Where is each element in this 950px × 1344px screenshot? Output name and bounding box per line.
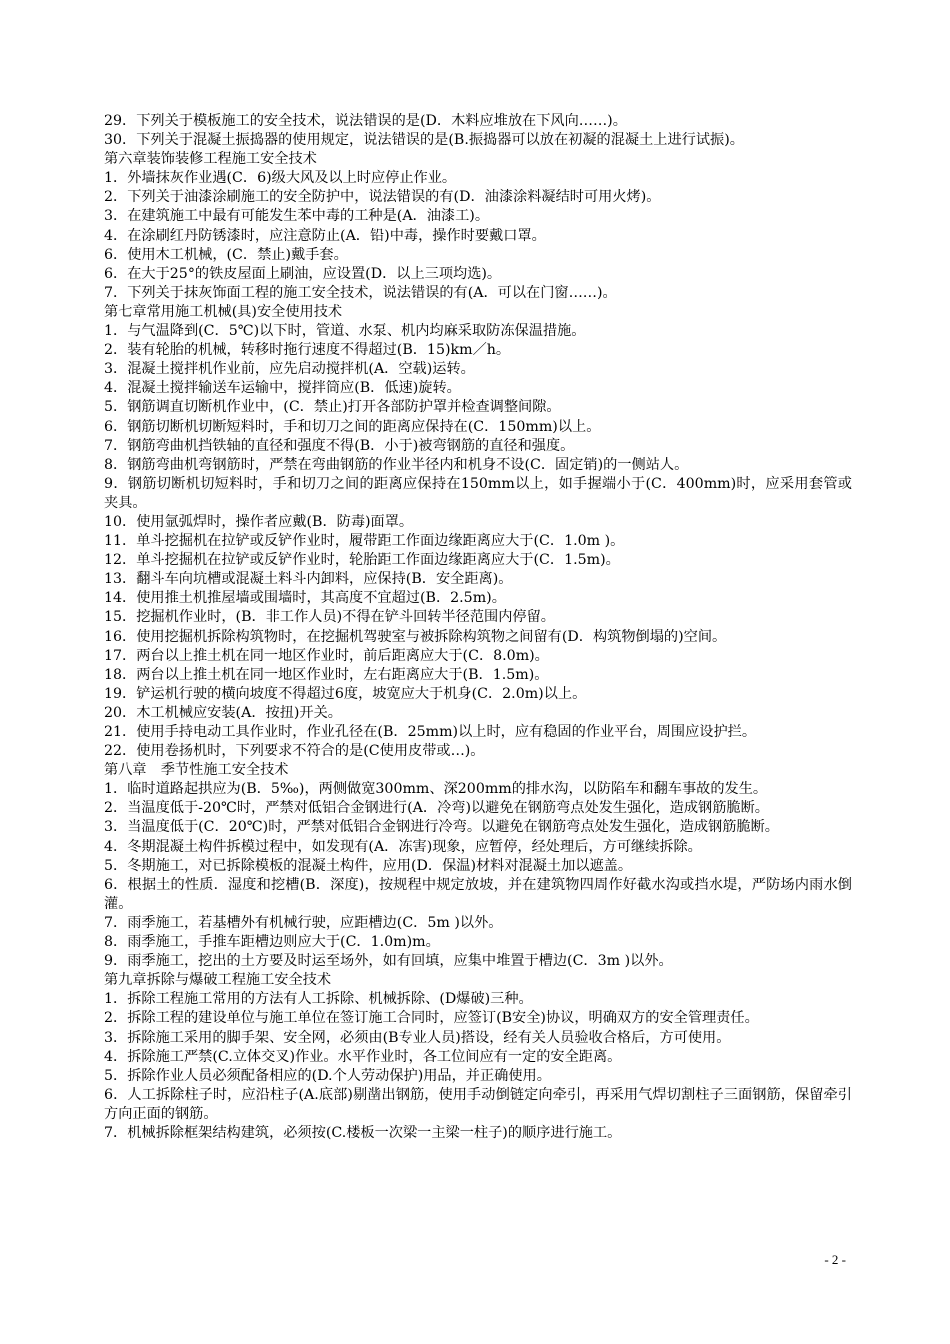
question-item: 6．钢筋切断机切断短料时，手和切刀之间的距离应保持在(C．150mm)以上。 [104,418,601,435]
question-item: 20．木工机械应安装(A．按扭)开关。 [104,704,342,721]
question-item: 2．下列关于油漆涂刷施工的安全防护中，说法错误的有(D．油漆涂料凝结时可用火烤)。 [104,189,661,206]
question-item: 9．雨季施工，挖出的土方要及时运至场外，如有回填，应集中堆置于槽边(C．3m )以外。 [104,953,673,970]
question-item: 7．钢筋弯曲机挡铁轴的直径和强度不得(B．小于)被弯钢筋的直径和强度。 [104,437,575,454]
question-item: 5．钢筋调直切断机作业中，(C．禁止)打开各部防护罩并检查调整间隙。 [104,399,561,416]
question-item: 2．装有轮胎的机械，转移时拖行速度不得超过(B．15)km／h。 [104,342,511,359]
question-item: 7．雨季施工，若基槽外有机械行驶，应距槽边(C．5m )以外。 [104,914,503,931]
chapter-heading: 第六章装饰装修工程施工安全技术 [104,151,317,168]
question-item: 16．使用挖掘机拆除构筑物时，在挖掘机驾驶室与被拆除构筑物之间留有(D．构筑物倒塌的)空间。 [104,628,727,645]
question-item: 3．拆除施工采用的脚手架、安全网，必须由(B专业人员)搭设，经有关人员验收合格后，方可使用。 [104,1029,731,1046]
question-item: 6．根据土的性质．湿度和挖槽(B．深度)，按规程中规定放坡，并在建筑物四周作好截水沟或挡水堤，严防场内雨水倒灌。 [104,876,852,912]
question-item: 17．两台以上推土机在同一地区作业时，前后距离应大于(C．8.0m)。 [104,647,549,664]
question-item: 7．机械拆除框架结构建筑，必须按(C.楼板一次梁一主梁一柱子)的顺序进行施工。 [104,1124,622,1141]
question-item: 21．使用手持电动工具作业时，作业孔径在(B．25mm)以上时，应有稳固的作业平台，周围应设护拦。 [104,724,757,740]
question-item: 12．单斗挖掘机在拉铲或反铲作业时，轮胎距工作面边缘距离应大于(C．1.5m)。 [104,552,620,569]
question-item: 13．翻斗车向坑槽或混凝土料斗内卸料，应保持(B．安全距离)。 [104,571,513,588]
question-item: 9．钢筋切断机切短料时，手和切刀之间的距离应保持在150mm以上，如手握端小于(C．400mm)时，应采用套管或夹具。 [104,475,852,511]
question-item: 7．下列关于抹灰饰面工程的施工安全技术，说法错误的有(A．可以在门窗……)。 [104,284,617,301]
question-item: 5．拆除作业人员必须配备相应的(D.个人劳动保护)用品，并正确使用。 [104,1067,551,1084]
question-item: 3．混凝土搅拌机作业前，应先启动搅拌机(A．空载)运转。 [104,361,475,378]
question-item: 6．在大于25°的铁皮屋面上刷油，应设置(D．以上三项均选)。 [104,265,502,282]
question-item: 30．下列关于混凝土振捣器的使用规定，说法错误的是(B.振捣器可以放在初凝的混凝土上进行试振)。 [104,132,744,149]
question-item: 29．下列关于模板施工的安全技术，说法错误的是(D．木料应堆放在下风向……)。 [104,113,627,129]
question-item: 3．在建筑施工中最有可能发生苯中毒的工种是(A．油漆工)。 [104,208,490,225]
question-item: 4．混凝土搅拌输送车运输中，搅拌筒应(B．低速)旋转。 [104,380,461,397]
question-item: 8．雨季施工，手推车距槽边则应大于(C．1.0m)m。 [104,934,440,951]
question-item: 11．单斗挖掘机在拉铲或反铲作业时，履带距工作面边缘距离应大于(C．1.0m )。 [104,533,625,550]
question-item: 1．临时道路起拱应为(B．5‰)，两侧做宽300mm、深200mm的排水沟，以防陷车和翻车事故的发生。 [104,781,768,798]
question-item: 4．冬期混凝土构件拆模过程中，如发现有(A．冻害)现象，应暂停，经处理后，方可继续拆除。 [104,838,702,855]
question-item: 10．使用氩弧焊时，操作者应戴(B．防毒)面罩。 [104,513,414,530]
question-item: 6．使用木工机械，(C．禁止)戴手套。 [104,246,348,263]
chapter-heading: 第七章常用施工机械(具)安全使用技术 [104,303,343,320]
question-item: 1．外墙抹灰作业遇(C．6)级大风及以上时应停止作业。 [104,170,457,187]
chapter-heading: 第九章拆除与爆破工程施工安全技术 [104,972,332,989]
question-item: 2．当温度低于-20℃时，严禁对低铝合金钢进行(A．冷弯)以避免在钢筋弯点处发生强化，造成钢筋脆断。 [104,800,769,817]
question-item: 3．当温度低于(C．20℃)时，严禁对低铝合金钢进行冷弯。以避免在钢筋弯点处发生强化，造成钢筋脆断。 [104,819,779,836]
question-item: 22．使用卷扬机时，下列要求不符合的是(C使用皮带或…)。 [104,743,485,760]
question-item: 1．拆除工程施工常用的方法有人工拆除、机械拆除、(D爆破)三种。 [104,991,533,1008]
question-item: 18．两台以上推土机在同一地区作业时，左右距离应大于(B．1.5m)。 [104,666,549,683]
question-item: 2．拆除工程的建设单位与施工单位在签订施工合同时，应签订(B安全)协议，明确双方的安全管理责任。 [104,1010,759,1027]
question-item: 15．挖掘机作业时，(B．非工作人员)不得在铲斗回转半径范围内停留。 [104,609,555,626]
document-body [104,112,852,1143]
page-number: - 2 - [824,1252,846,1267]
question-item: 14．使用推土机推屋墙或围墙时，其高度不宜超过(B．2.5m)。 [104,590,506,607]
question-item: 6．人工拆除柱子时，应沿柱子(A.底部)剔凿出钢筋，使用手动倒链定向牵引，再采用气焊切割柱子三面钢筋，保留牵引方向正面的钢筋。 [104,1086,852,1122]
question-item: 8．钢筋弯曲机弯钢筋时，严禁在弯曲钢筋的作业半径内和机身不设(C．固定销)的一侧站人。 [104,456,689,473]
chapter-heading: 第八章 季节性施工安全技术 [104,762,289,779]
question-item: 4．在涂刷红丹防锈漆时，应注意防止(A．铅)中毒，操作时要戴口罩。 [104,227,546,244]
question-item: 1．与气温降到(C．5℃)以下时，管道、水泵、机内均麻采取防冻保温措施。 [104,323,586,340]
question-item: 19．铲运机行驶的横向坡度不得超过6度，坡宽应大于机身(C．2.0m)以上。 [104,685,587,702]
question-item: 5．冬期施工，对已拆除模板的混凝土构件，应用(D．保温)材料对混凝土加以遮盖。 [104,857,633,874]
question-item: 4．拆除施工严禁(C.立体交叉)作业。水平作业时，各工位间应有一定的安全距离。 [104,1048,622,1065]
